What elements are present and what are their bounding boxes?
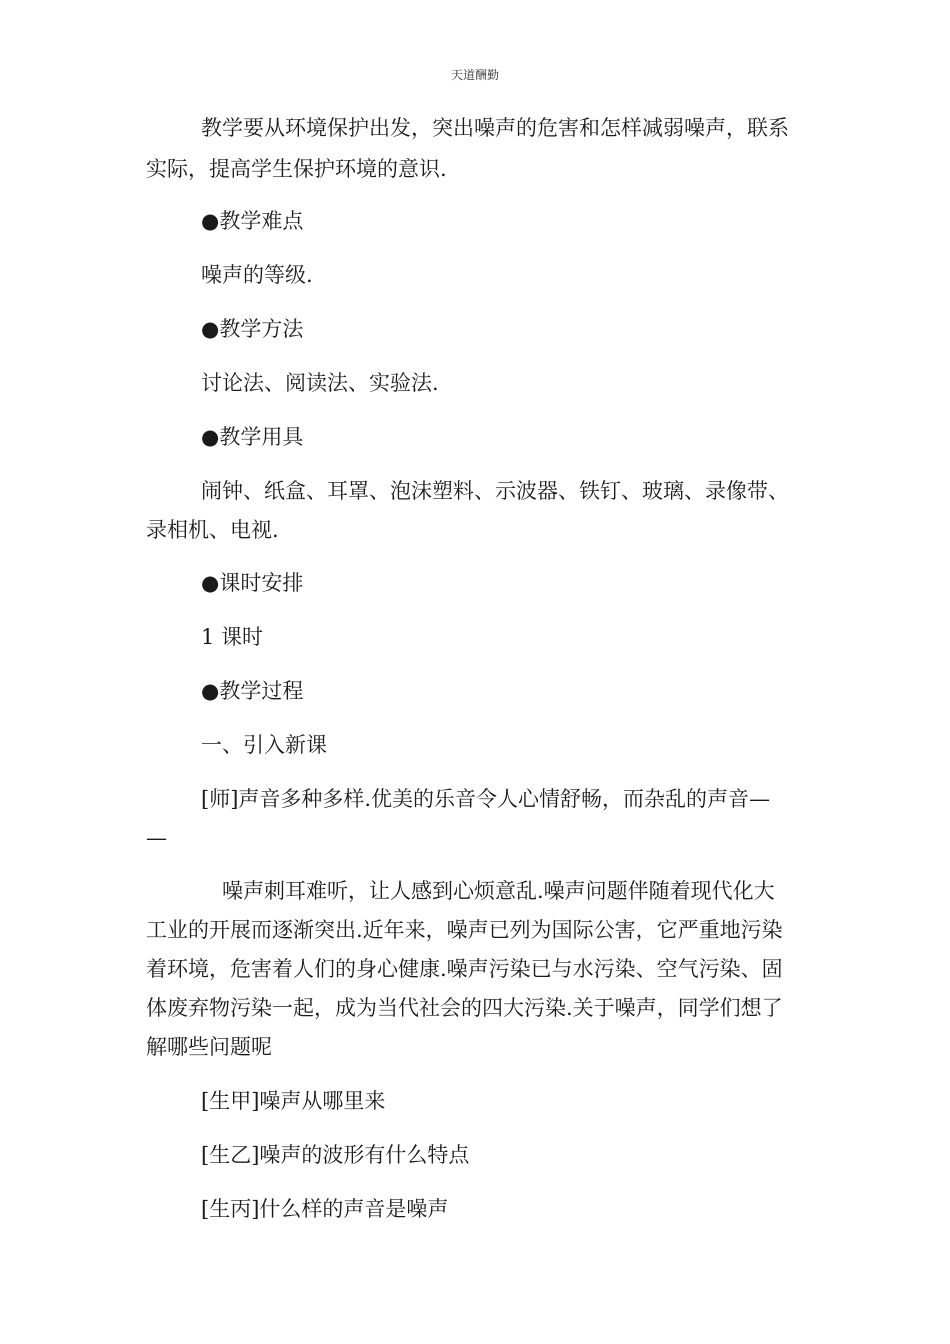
noise-paragraph-line5: 解哪些问题呢 xyxy=(146,1035,272,1059)
heading-method: ●教学方法 xyxy=(201,317,304,341)
noise-paragraph-line3: 着环境，危害着人们的身心健康.噪声污染已与水污染、空气污染、固 xyxy=(146,957,783,981)
student-b: [生乙]噪声的波形有什么特点 xyxy=(201,1143,470,1167)
heading-schedule: ●课时安排 xyxy=(201,571,304,595)
noise-paragraph-line4: 体废弃物污染一起，成为当代社会的四大污染.关于噪声，同学们想了 xyxy=(146,996,783,1020)
paragraph-goal-line1: 教学要从环境保护出发，突出噪声的危害和怎样减弱噪声，联系 xyxy=(201,116,789,140)
noise-paragraph-line1: 噪声刺耳难听，让人感到心烦意乱.噪声问题伴随着现代化大 xyxy=(222,879,775,903)
heading-tools: ●教学用具 xyxy=(201,425,304,449)
text-tools-line1: 闹钟、纸盒、耳罩、泡沫塑料、示波器、铁钉、玻璃、录像带、 xyxy=(201,479,789,503)
student-a: [生甲]噪声从哪里来 xyxy=(201,1089,386,1113)
text-tools-line2: 录相机、电视. xyxy=(146,518,279,542)
text-difficulty: 噪声的等级. xyxy=(201,263,313,287)
noise-paragraph-line2: 工业的开展而逐渐突出.近年来，噪声已列为国际公害，它严重地污染 xyxy=(146,918,783,942)
paragraph-goal-line2: 实际，提高学生保护环境的意识. xyxy=(146,157,447,181)
text-method: 讨论法、阅读法、实验法. xyxy=(201,371,439,395)
teacher-line2: — xyxy=(146,826,167,850)
teacher-line1: [师]声音多种多样.优美的乐音令人心情舒畅，而杂乱的声音— xyxy=(201,787,771,811)
text-schedule: 1 课时 xyxy=(201,625,264,649)
section-intro: 一、引入新课 xyxy=(201,733,327,757)
page-header: 天道酬勤 xyxy=(450,68,499,82)
student-c: [生丙]什么样的声音是噪声 xyxy=(201,1197,449,1221)
heading-process: ●教学过程 xyxy=(201,679,304,703)
heading-difficulty: ●教学难点 xyxy=(201,209,304,233)
